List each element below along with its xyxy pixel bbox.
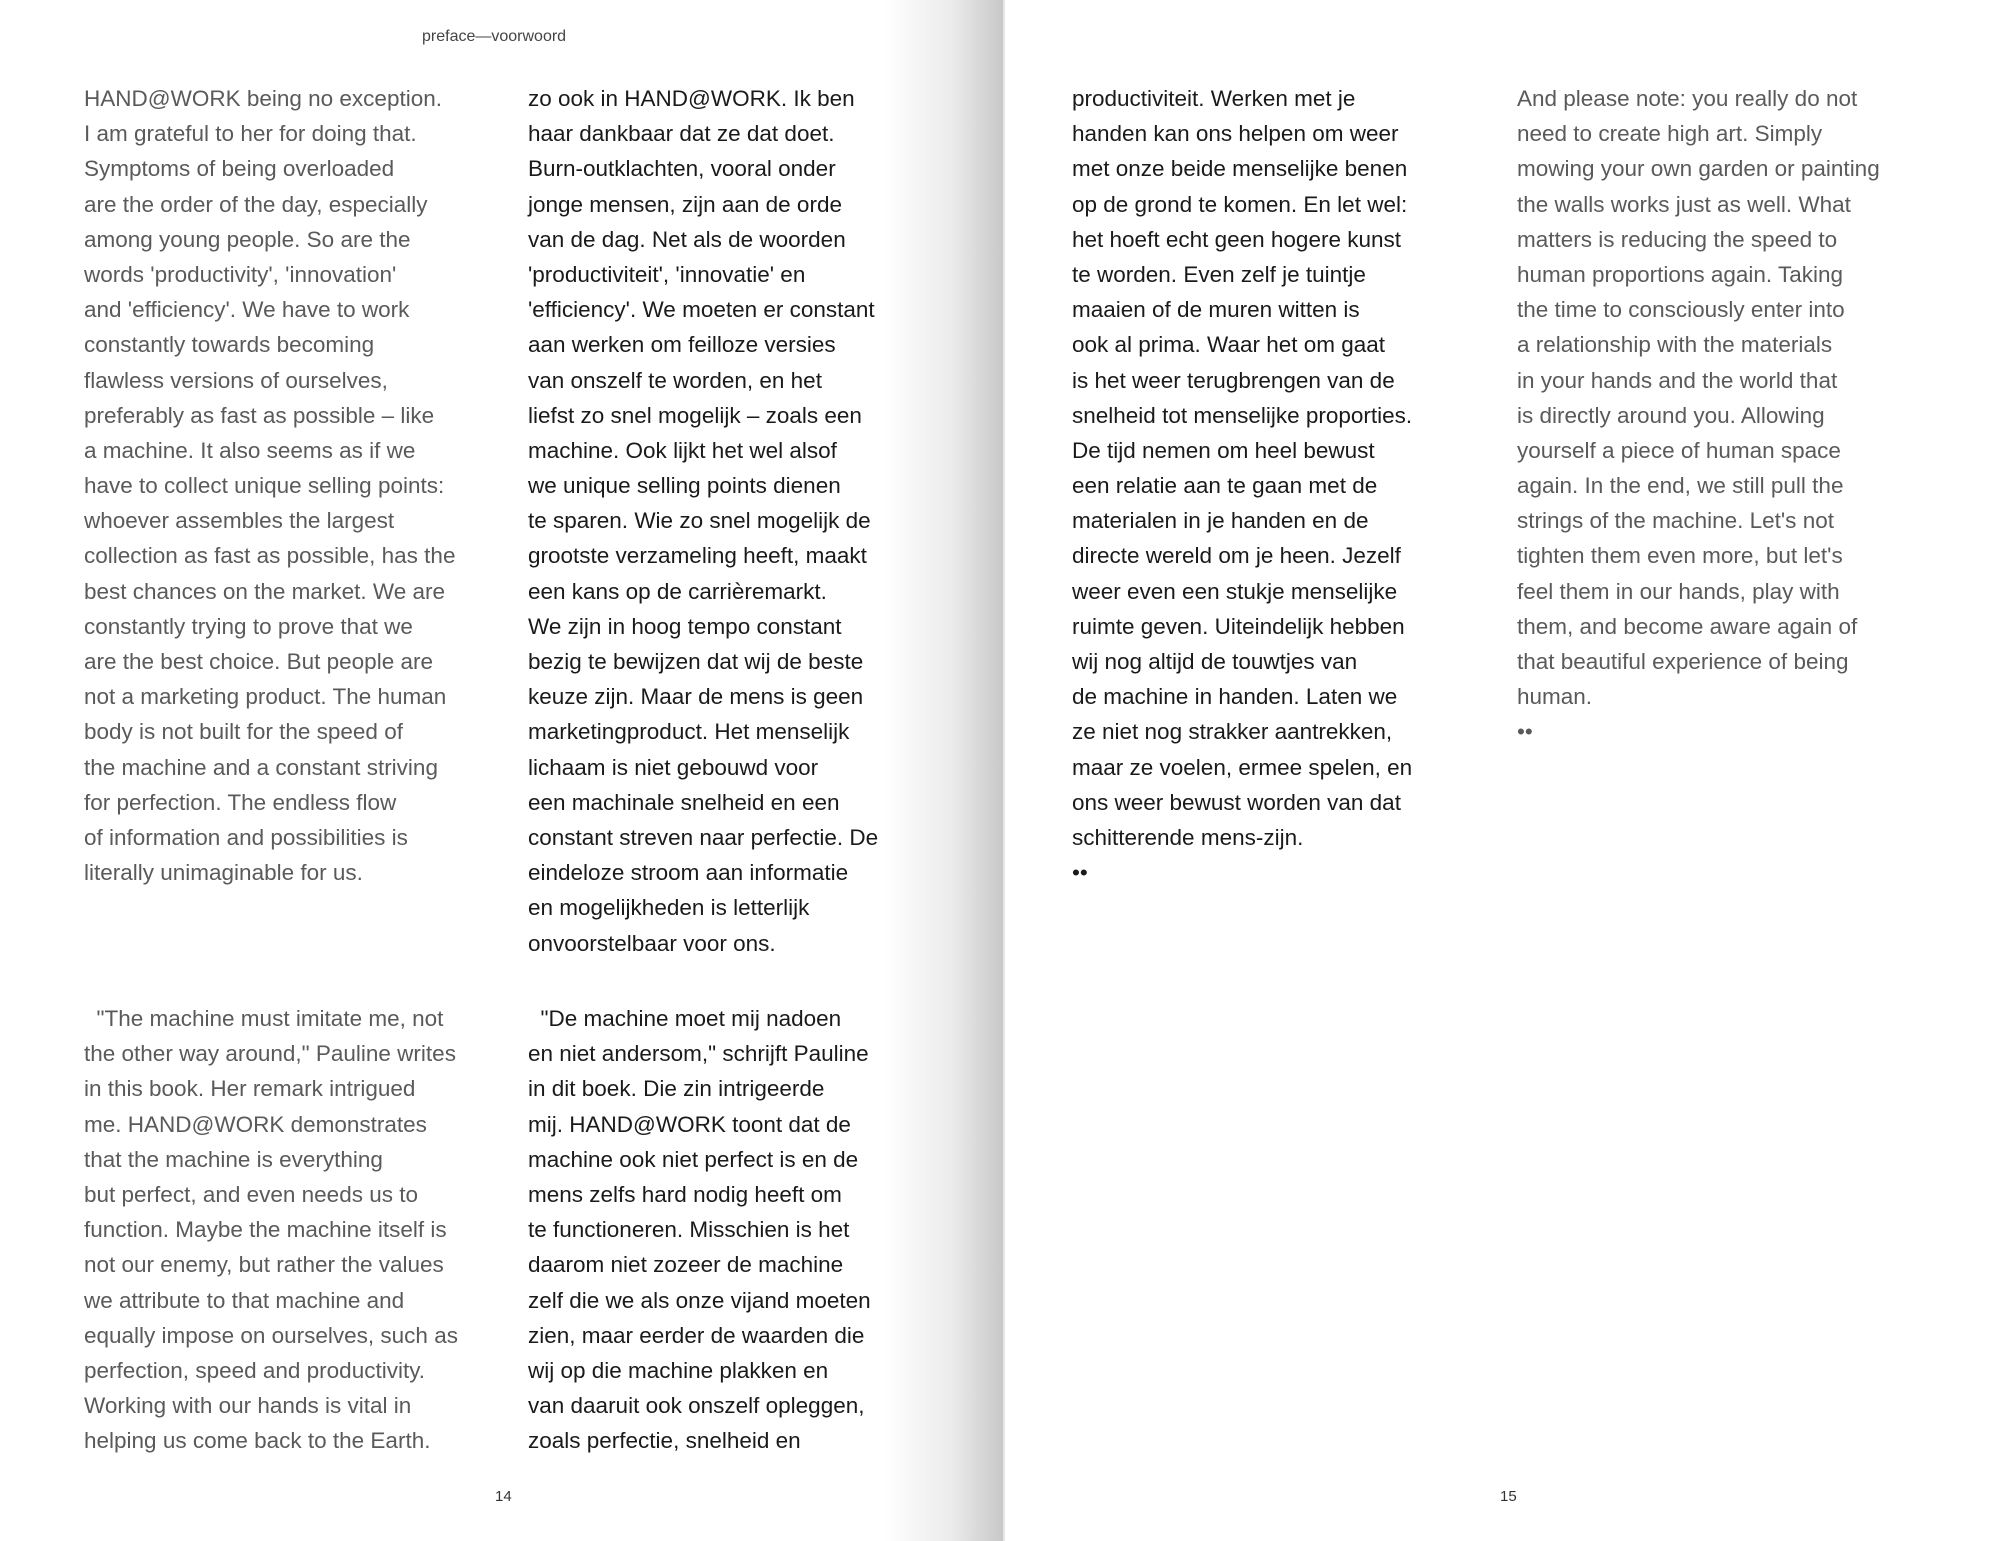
text-line: materialen in je handen en de (1072, 508, 1369, 534)
text-line: a machine. It also seems as if we (84, 437, 416, 463)
text-line: tighten them even more, but let's (1517, 543, 1843, 569)
text-line: bezig te bewijzen dat wij de beste (528, 649, 864, 674)
text-line: grootste verzameling heeft, maakt (528, 543, 867, 569)
text-line: machine. Ook lijkt het wel alsof (528, 437, 837, 463)
text-line: "De machine moet mij nadoen (528, 1006, 842, 1031)
text-line: function. Maybe the machine itself is (84, 1217, 447, 1243)
spine-gutter (1003, 0, 1005, 1541)
text-line: wij nog altijd de touwtjes van (1072, 649, 1358, 674)
text-line: ons weer bewust worden van dat (1072, 789, 1401, 815)
text-line: ook al prima. Waar het om gaat (1072, 332, 1386, 358)
text-line: is het weer terugbrengen van de (1072, 367, 1395, 393)
text-line: maar ze voelen, ermee spelen, en (1072, 754, 1413, 780)
text-line: yourself a piece of human space (1517, 437, 1841, 463)
text-line: the machine and a constant striving (84, 754, 438, 780)
text-line: flawless versions of ourselves, (84, 367, 388, 393)
right-page (1004, 0, 2000, 1541)
text-line: is directly around you. Allowing (1517, 402, 1825, 428)
text-line: best chances on the market. We are (84, 578, 446, 604)
text-line: matters is reducing the speed to (1517, 226, 1838, 252)
text-line: not a marketing product. The human (84, 684, 447, 710)
text-line: among young people. So are the (84, 226, 411, 252)
text-line: zien, maar eerder de waarden die (528, 1322, 865, 1348)
text-line: in this book. Her remark intrigued (84, 1076, 416, 1102)
text-line: "The machine must imitate me, not (84, 1006, 444, 1031)
text-line: Symptoms of being overloaded (84, 156, 395, 182)
running-head: preface—voorwoord (422, 28, 567, 45)
text-line: te functioneren. Misschien is het (528, 1217, 850, 1243)
text-line: machine ook niet perfect is en de (528, 1146, 859, 1172)
text-line: onvoorstelbaar voor ons. (528, 930, 776, 956)
text-line: jonge mensen, zijn aan de orde (528, 191, 842, 217)
english-column-bottom (84, 1001, 458, 1458)
text-line: for perfection. The endless flow (84, 789, 397, 815)
text-line: in your hands and the world that (1517, 367, 1838, 393)
text-line: wij op die machine plakken en (528, 1357, 829, 1383)
text-line: whoever assembles the largest (84, 508, 395, 534)
text-line: te sparen. Wie zo snel mogelijk de (528, 508, 871, 534)
text-line: •• (1517, 719, 1533, 745)
text-line: snelheid tot menselijke proporties. (1072, 402, 1413, 428)
text-line: een relatie aan te gaan met de (1072, 473, 1378, 499)
text-line: but perfect, and even needs us to (84, 1181, 418, 1207)
text-line: literally unimaginable for us. (84, 860, 363, 886)
text-line: van de dag. Net als de woorden (528, 226, 846, 252)
text-line: met onze beide menselijke benen (1072, 156, 1408, 182)
text-line: that the machine is everything (84, 1146, 383, 1172)
english-column-top (84, 81, 455, 890)
text-line: mowing your own garden or painting (1517, 156, 1880, 182)
text-line: mens zelfs hard nodig heeft om (528, 1181, 842, 1207)
text-line: helping us come back to the Earth. (84, 1428, 431, 1454)
text-line: de machine in handen. Laten we (1072, 684, 1398, 710)
text-line: the walls works just as well. What (1517, 191, 1851, 217)
text-line: mij. HAND@WORK toont dat de (528, 1111, 851, 1137)
text-line: daarom niet zozeer de machine (528, 1252, 844, 1278)
text-line: preferably as fast as possible – like (84, 402, 435, 428)
text-line: I am grateful to her for doing that. (84, 121, 417, 147)
text-line: eindeloze stroom aan informatie (528, 860, 849, 886)
text-line: schitterende mens-zijn. (1072, 824, 1304, 850)
text-line: aan werken om feilloze versies (528, 332, 836, 358)
text-line: feel them in our hands, play with (1517, 578, 1840, 604)
text-line: HAND@WORK being no exception. (84, 86, 442, 111)
text-line: strings of the machine. Let's not (1517, 508, 1834, 534)
text-line: ruimte geven. Uiteindelijk hebben (1072, 613, 1405, 639)
text-line: van daaruit ook onszelf opleggen, (528, 1393, 865, 1419)
text-line: te worden. Even zelf je tuintje (1072, 261, 1366, 287)
text-line: human. (1517, 684, 1593, 710)
text-line: constantly trying to prove that we (84, 613, 413, 639)
text-line: keuze zijn. Maar de mens is geen (528, 684, 864, 710)
text-line: collection as fast as possible, has the (84, 543, 456, 569)
page-number-right: 15 (1500, 1488, 1517, 1505)
english-column-right (1517, 81, 1880, 750)
text-line: Working with our hands is vital in (84, 1393, 412, 1419)
text-line: het hoeft echt geen hogere kunst (1072, 226, 1401, 252)
dutch-column-right (1072, 81, 1412, 890)
text-line: words 'productivity', 'innovation' (84, 261, 397, 287)
text-line: 'productiviteit', 'innovatie' en (528, 261, 806, 287)
text-line: perfection, speed and productivity. (84, 1357, 426, 1383)
text-line: again. In the end, we still pull the (1517, 473, 1844, 499)
text-line: een machinale snelheid en een (528, 789, 840, 815)
text-line: haar dankbaar dat ze dat doet. (528, 121, 835, 147)
text-line: directe wereld om je heen. Jezelf (1072, 543, 1401, 569)
text-line: me. HAND@WORK demonstrates (84, 1111, 427, 1137)
text-line: De tijd nemen om heel bewust (1072, 437, 1375, 463)
text-line: en mogelijkheden is letterlijk (528, 895, 810, 921)
text-line: marketingproduct. Het menselijk (528, 719, 850, 745)
text-line: And please note: you really do not (1517, 86, 1858, 111)
text-line: zelf die we als onze vijand moeten (528, 1287, 871, 1313)
text-line: are the best choice. But people are (84, 649, 433, 674)
text-line: op de grond te komen. En let wel: (1072, 191, 1408, 217)
text-line: we unique selling points dienen (528, 473, 841, 499)
text-line: productiviteit. Werken met je (1072, 86, 1356, 111)
text-line: human proportions again. Taking (1517, 261, 1844, 287)
text-line: zo ook in HAND@WORK. Ik ben (528, 86, 855, 111)
text-line: of information and possibilities is (84, 824, 408, 850)
text-line: •• (1072, 860, 1088, 886)
text-line: and 'efficiency'. We have to work (84, 297, 410, 323)
text-line: liefst zo snel mogelijk – zoals een (528, 402, 862, 428)
text-line: the time to consciously enter into (1517, 297, 1845, 323)
text-line: een kans op de carrièremarkt. (528, 578, 827, 604)
text-line: zoals perfectie, snelheid en (528, 1428, 801, 1454)
text-line: Burn-outklachten, vooral onder (528, 156, 836, 182)
text-line: constant streven naar perfectie. De (528, 824, 879, 850)
text-line: that beautiful experience of being (1517, 649, 1849, 674)
dutch-column-bottom (528, 1001, 871, 1458)
text-line: en niet andersom," schrijft Pauline (528, 1041, 869, 1067)
text-line: lichaam is niet gebouwd voor (528, 754, 819, 780)
text-line: body is not built for the speed of (84, 719, 403, 745)
text-line: them, and become aware again of (1517, 613, 1858, 639)
page-number-left: 14 (495, 1488, 512, 1505)
text-line: equally impose on ourselves, such as (84, 1322, 458, 1348)
text-line: constantly towards becoming (84, 332, 375, 358)
text-line: weer even een stukje menselijke (1072, 578, 1398, 604)
text-line: are the order of the day, especially (84, 191, 428, 217)
text-line: have to collect unique selling points: (84, 473, 445, 499)
text-line: 'efficiency'. We moeten er constant (528, 297, 875, 323)
gutter-shadow (884, 0, 1004, 1541)
text-line: van onszelf te worden, en het (528, 367, 822, 393)
text-line: handen kan ons helpen om weer (1072, 121, 1399, 147)
text-line: ze niet nog strakker aantrekken, (1072, 719, 1393, 745)
text-line: in dit boek. Die zin intrigeerde (528, 1076, 825, 1102)
text-line: a relationship with the materials (1517, 332, 1833, 358)
dutch-column-top (528, 81, 878, 961)
text-line: We zijn in hoog tempo constant (528, 613, 842, 639)
text-line: maaien of de muren witten is (1072, 297, 1360, 323)
text-line: need to create high art. Simply (1517, 121, 1823, 147)
text-line: we attribute to that machine and (84, 1287, 405, 1313)
text-line: the other way around," Pauline writes (84, 1041, 456, 1067)
text-line: not our enemy, but rather the values (84, 1252, 444, 1278)
